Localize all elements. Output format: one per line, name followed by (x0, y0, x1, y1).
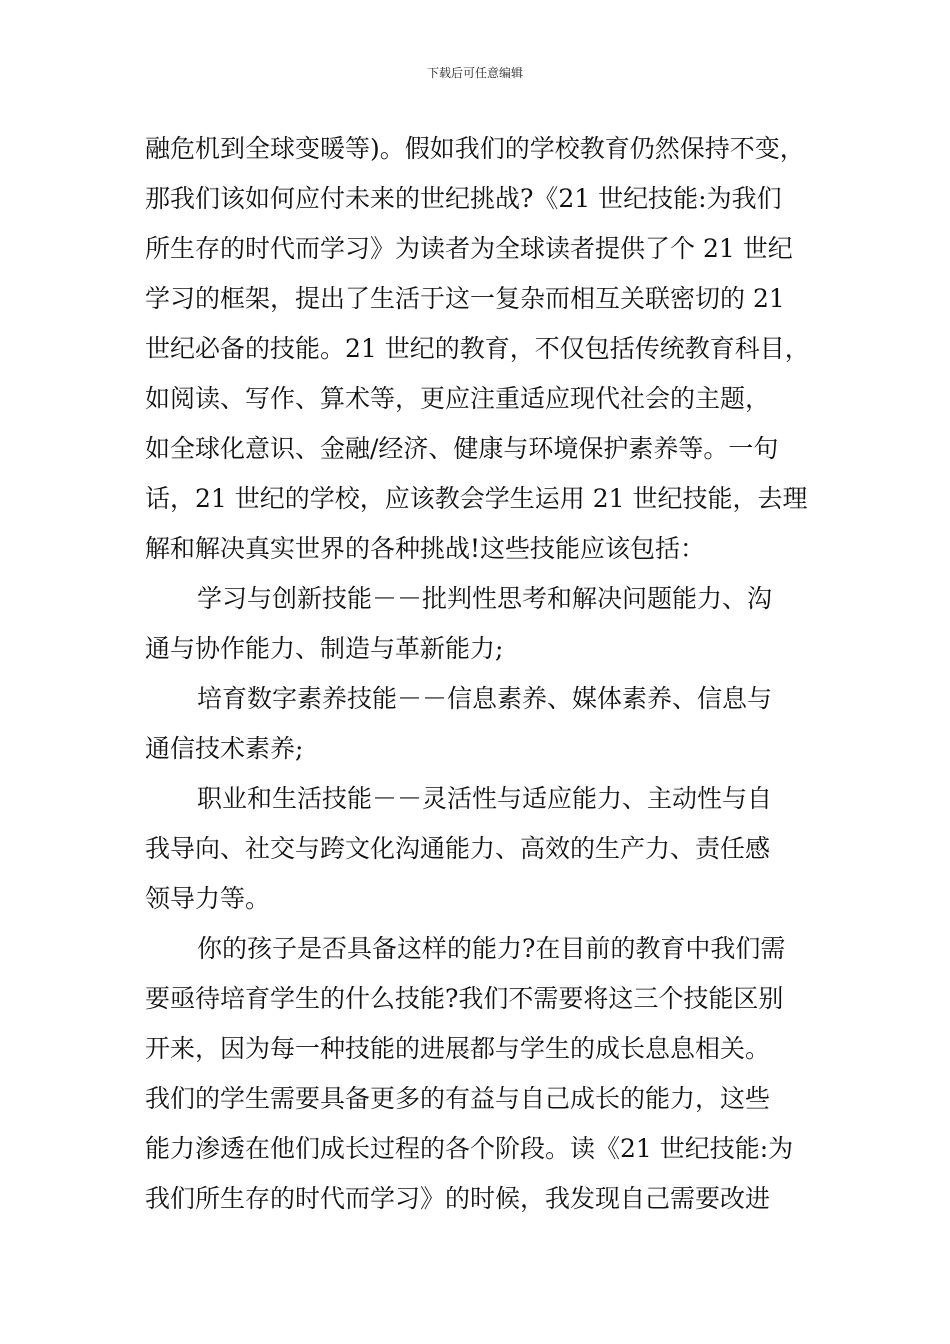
text-line: 我导向、社交与跨文化沟通能力、高效的生产力、责任感 (145, 834, 771, 863)
page-header-note: 下载后可任意编辑 (426, 66, 523, 80)
text-line: 融危机到全球变暖等)。假如我们的学校教育仍然保持不变， (145, 134, 805, 163)
text-line: 如全球化意识、金融/经济、健康与环境保护素养等。一句 (145, 434, 779, 463)
text-line: 开来，因为每一种技能的进展都与学生的成长息息相关。 (145, 1034, 771, 1063)
text-line: 学习的框架，提出了生活于这一复杂而相互关联密切的 21 (145, 284, 785, 313)
text-line: 领导力等。 (145, 884, 271, 913)
text-line: 通信技术素养; (145, 734, 304, 763)
text-line: 世纪必备的技能。21 世纪的教育，不仅包括传统教育科目， (145, 334, 810, 363)
text-line: 那我们该如何应付未来的世纪挑战?《21 世纪技能:为我们 (145, 184, 782, 213)
text-line: 话，21 世纪的学校，应该教会学生运用 21 世纪技能，去理 (145, 484, 808, 513)
text-line: 所生存的时代而学习》为读者为全球读者提供了个 21 世纪 (145, 234, 793, 263)
text-line-indented: 职业和生活技能－－灵活性与适应能力、主动性与自 (197, 784, 773, 813)
text-line-indented: 培育数字素养技能－－信息素养、媒体素养、信息与 (197, 684, 773, 713)
text-line: 如阅读、写作、算术等，更应注重适应现代社会的主题， (145, 384, 771, 413)
text-line: 能力渗透在他们成长过程的各个阶段。读《21 世纪技能:为 (145, 1134, 794, 1163)
text-line-indented: 你的孩子是否具备这样的能力?在目前的教育中我们需 (197, 934, 786, 963)
text-line: 解和解决真实世界的各种挑战!这些技能应该包括： (145, 534, 706, 563)
document-body (145, 124, 815, 1224)
text-line: 我们所生存的时代而学习》的时候，我发现自己需要改进 (145, 1184, 771, 1213)
text-line: 我们的学生需要具备更多的有益与自己成长的能力，这些 (145, 1084, 771, 1113)
text-line: 通与协作能力、制造与革新能力; (145, 634, 504, 663)
text-line: 要亟待培育学生的什么技能?我们不需要将这三个技能区别 (145, 984, 784, 1013)
text-line-indented: 学习与创新技能－－批判性思考和解决问题能力、沟 (197, 584, 773, 613)
